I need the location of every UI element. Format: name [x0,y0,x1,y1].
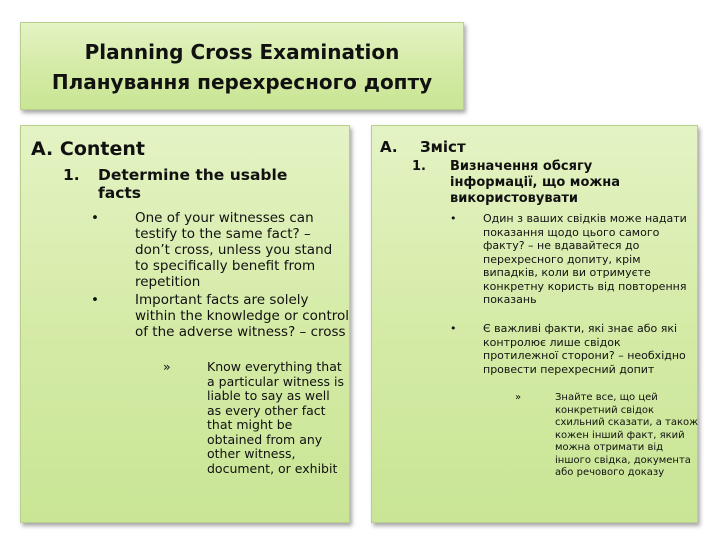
subheading-number: 1. [412,159,426,174]
bullet-marker: • [91,210,99,226]
sub-bullet-text: Know everything that a particular witness is liable to say as well as every other fact that might be obtained from any other witness, document, or exhibit [207,359,344,476]
heading-zmist [380,138,466,156]
heading-text: Зміст [420,138,466,156]
content-box-english [20,125,350,523]
bullet-marker: • [91,292,99,308]
bullet-text: Important facts are solely within the knowledge or control of the adverse witness? – cross [135,292,350,340]
bullet-marker: • [450,212,457,225]
bullet-marker: • [450,322,457,335]
subheading-text: Determine the usable facts [98,166,288,202]
content-box-ukrainian [371,125,698,523]
bullet-text: Є важливі факти, які знає або які контролює лише свідок протилежної сторони? – необхідно провести перехресний допит [483,322,686,376]
title-english: Planning Cross Examination [84,40,400,64]
sub-bullet-text: Знайте все, що цей конкретний свідок схильний сказати, а також кожен інший факт, який можна отримати від іншого свідка, документа або речового доказу [555,392,699,478]
sub-bullet-marker: » [515,392,522,403]
subheading-obsyag [412,159,621,206]
subheading-number: 1. [63,166,80,184]
title-box [20,22,464,110]
subheading-text: Визначення обсягу інформації, що можна використовувати [450,159,621,206]
subheading-usable-facts [63,166,288,202]
bullet-text: One of your witnesses can testify to the same fact? – don’t cross, unless you stand to specifically benefit from repetition [135,210,333,290]
heading-letter: A. [380,138,398,156]
bullet-text: Один з ваших свідків може надати показання щодо цього самого факту? – не вдавайтеся до перехресного допиту, крім випадків, коли ви отримуєте конкретну користь від повторення показань [483,212,687,306]
sub-bullet-marker: » [163,359,171,374]
heading-content: A. Content [31,138,145,160]
title-ukrainian: Планування перехресного допту [51,70,433,94]
